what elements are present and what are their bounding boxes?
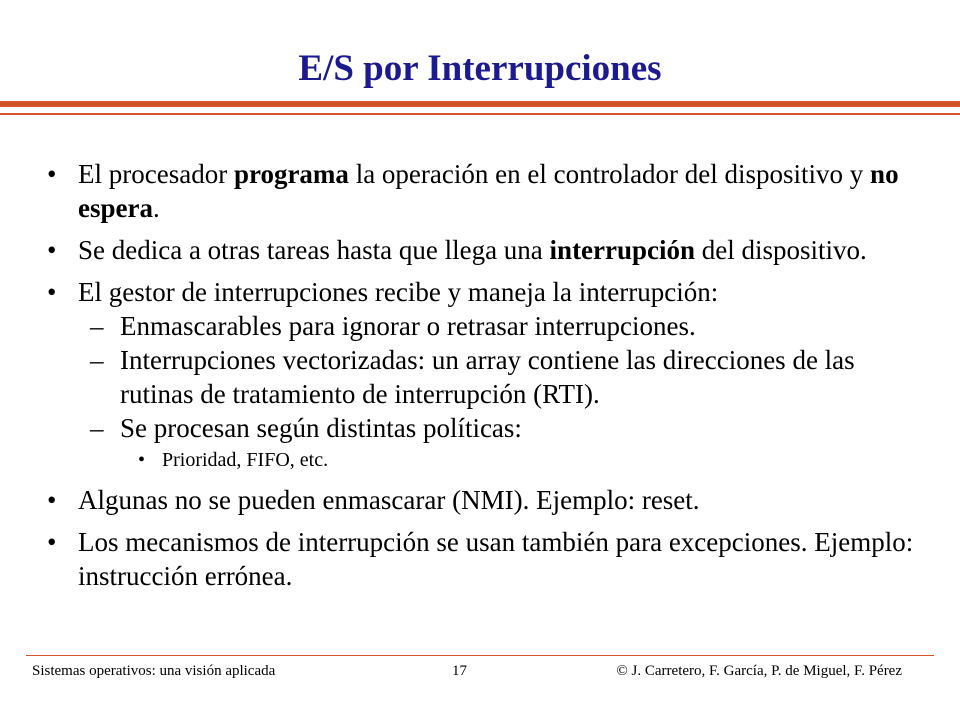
sub-sub-item-1-text: Prioridad, FIFO, etc. bbox=[162, 449, 329, 471]
bullet-2-text-pre: Se dedica a otras tareas hasta que llega una bbox=[78, 235, 550, 265]
bullet-1-bold-programa: programa bbox=[233, 159, 349, 189]
title-underline-thick bbox=[0, 101, 960, 107]
sub-item-1-text: Enmascarables para ignorar o retrasar interrupciones. bbox=[120, 311, 696, 341]
bullet-5-text: Los mecanismos de interrupción se usan también para excepciones. Ejemplo: instrucción errónea. bbox=[78, 527, 914, 591]
bullet-item-4 bbox=[0, 483, 960, 517]
bullet-2-text-post: del dispositivo. bbox=[695, 235, 867, 265]
sub-sub-item-1 bbox=[0, 445, 960, 475]
bullet-item-2 bbox=[0, 233, 960, 267]
bullet-1-bold-no-espera: no espera bbox=[78, 159, 899, 223]
bullet-marker: • bbox=[47, 235, 57, 265]
dash-marker: – bbox=[90, 345, 104, 375]
bullet-marker: • bbox=[47, 527, 57, 557]
bullet-item-5 bbox=[0, 525, 960, 593]
footer-book-title: Sistemas operativos: una visión aplicada bbox=[32, 663, 276, 679]
dash-marker: – bbox=[90, 413, 104, 443]
footer-page-number: 17 bbox=[452, 663, 467, 679]
bullet-2-bold-interrupcion: interrupción bbox=[549, 235, 696, 265]
dash-marker: – bbox=[90, 311, 104, 341]
sub-item-3 bbox=[0, 411, 960, 445]
sub-item-1 bbox=[0, 309, 960, 343]
sub-item-2 bbox=[0, 343, 960, 411]
bullet-item-1 bbox=[0, 157, 960, 225]
slide-title: E/S por Interrupciones bbox=[298, 48, 662, 89]
bullet-4-text: Algunas no se pueden enmascarar (NMI). Ejemplo: reset. bbox=[78, 485, 700, 515]
footer-authors: © J. Carretero, F. García, P. de Miguel, F. Pérez bbox=[616, 663, 902, 679]
bullet-item-3 bbox=[0, 275, 960, 309]
sub-item-2-text: Interrupciones vectorizadas: un array contiene las direcciones de las rutinas de tratamiento de interrupción (RTI). bbox=[120, 345, 855, 409]
slide-content bbox=[0, 157, 960, 601]
bullet-1-text-pre: El procesador bbox=[78, 159, 234, 189]
bullet-marker: • bbox=[47, 159, 57, 189]
bullet-3-text: El gestor de interrupciones recibe y maneja la interrupción: bbox=[78, 277, 719, 307]
title-underline-thin bbox=[0, 113, 960, 115]
sub-item-3-text: Se procesan según distintas políticas: bbox=[120, 413, 522, 443]
bullet-marker: • bbox=[47, 277, 57, 307]
bullet-marker: • bbox=[47, 485, 57, 515]
bullet-1-text-mid: la operación en el controlador del dispositivo y bbox=[348, 159, 871, 189]
bullet-1-text-post: . bbox=[152, 193, 160, 223]
bullet-marker: • bbox=[138, 449, 146, 471]
footer-divider bbox=[26, 655, 934, 656]
